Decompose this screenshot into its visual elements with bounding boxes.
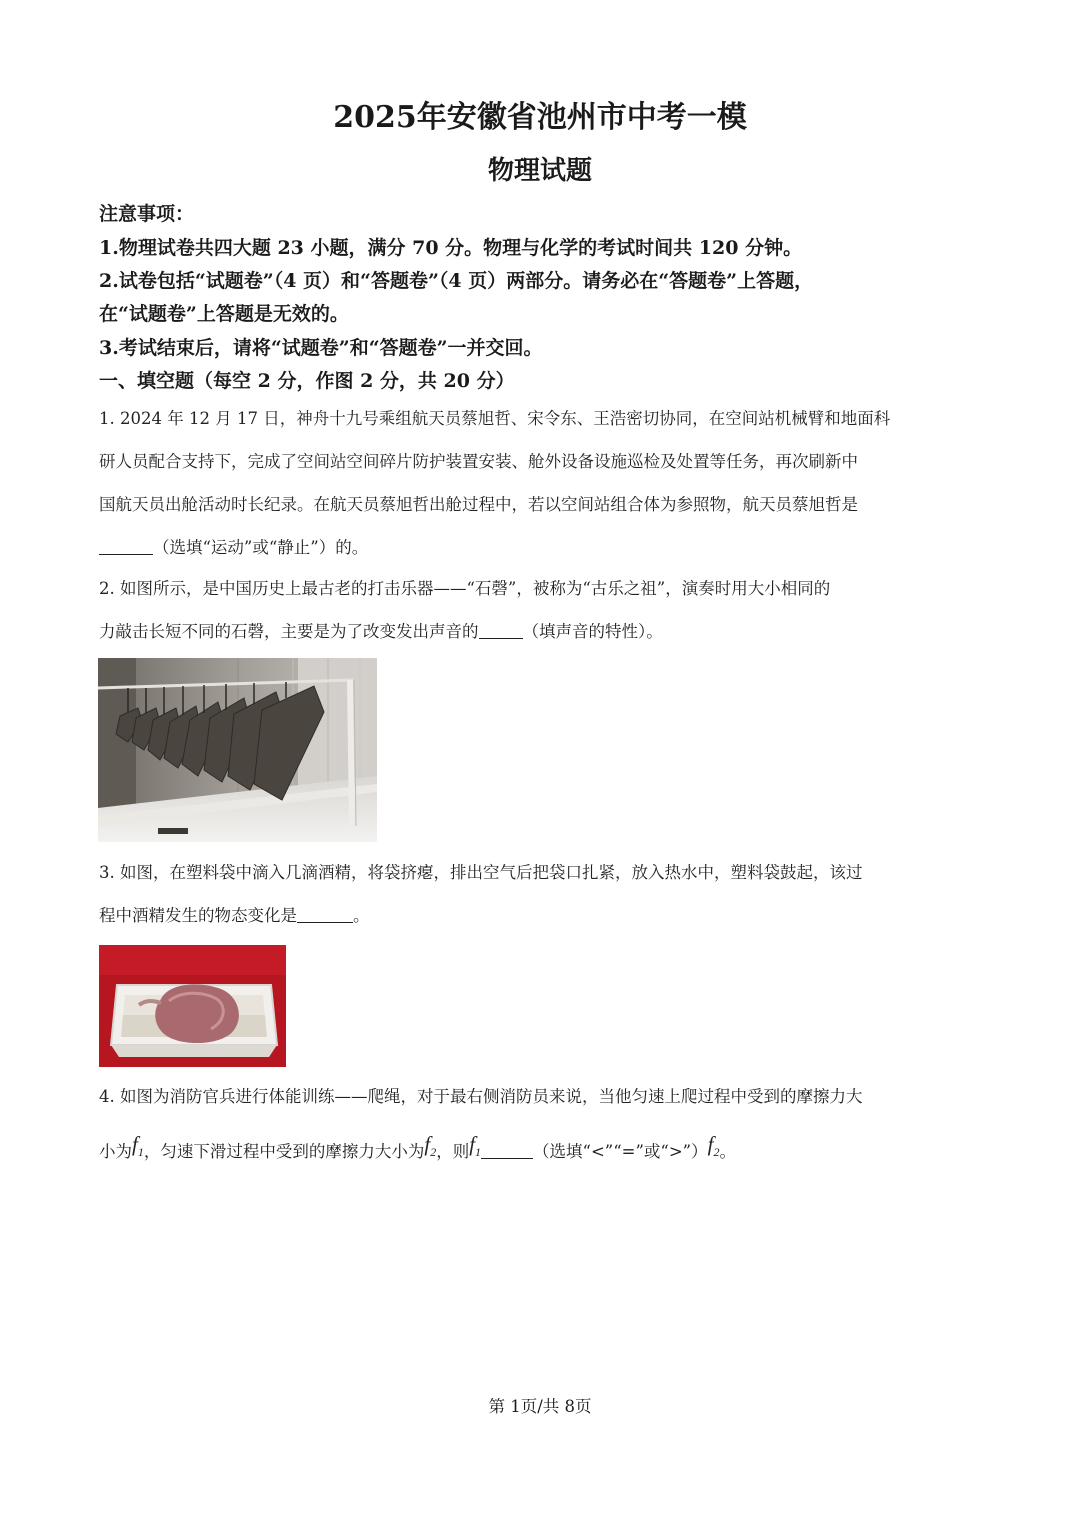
math-sub: 1 bbox=[137, 1145, 144, 1160]
q4-line-1: 4. 如图为消防官兵进行体能训练——爬绳，对于最右侧消防员来说，当他匀速上爬过程中受到的摩擦力大 bbox=[99, 1087, 863, 1106]
note-line-2a: 2.试卷包括“试题卷”（4 页）和“答题卷”（4 页）两部分。请务必在“答题卷”上答题， bbox=[99, 270, 814, 292]
q3-line-2-prefix: 程中酒精发生的物态变化是 bbox=[99, 906, 297, 925]
math-sub: 2 bbox=[713, 1145, 720, 1160]
q1-line-2: 研人员配合支持下，完成了空间站空间碎片防护装置安装、舱外设备设施巡检及处置等任务，再次刷新中 bbox=[99, 452, 858, 471]
q1-line-4-text: （选填“运动”或“静止”）的。 bbox=[153, 538, 369, 557]
math-f: f bbox=[132, 1132, 138, 1156]
math-f1 bbox=[132, 1132, 144, 1160]
page-number: 第 1页/共 8页 bbox=[488, 1397, 592, 1416]
q4-text-d: （选填“<”“=”或“>”） bbox=[533, 1142, 708, 1161]
q1-line-1: 1. 2024 年 12 月 17 日，神舟十九号乘组航天员蔡旭哲、宋令东、王浩密切协同，在空间站机械臂和地面科 bbox=[99, 409, 891, 428]
q1-line-3: 国航天员出舱活动时长纪录。在航天员蔡旭哲出舱过程中，若以空间站组合体为参照物，航天员蔡旭哲是 bbox=[99, 495, 858, 514]
math-sub: 2 bbox=[430, 1145, 437, 1160]
page-title: 2025年安徽省池州市中考一模 bbox=[333, 100, 747, 135]
q4-line-2 bbox=[99, 1132, 736, 1169]
answer-blank[interactable] bbox=[479, 622, 523, 639]
q4-text-c: ，则 bbox=[436, 1142, 470, 1161]
answer-blank[interactable] bbox=[481, 1142, 533, 1159]
q3-line-2 bbox=[99, 905, 370, 927]
note-line-3: 3.考试结束后，请将“试题卷”和“答题卷”一并交回。 bbox=[99, 337, 543, 359]
q2-line-1: 2. 如图所示，是中国历史上最古老的打击乐器——“石磬”，被称为“古乐之祖”，演奏时用大小相同的 bbox=[99, 579, 831, 598]
q4-text-e: 。 bbox=[719, 1142, 736, 1161]
math-f2 bbox=[424, 1132, 437, 1160]
q2-line-2 bbox=[99, 621, 663, 643]
math-f: f bbox=[424, 1132, 431, 1156]
note-line-1: 1.物理试卷共四大题 23 小题，满分 70 分。物理与化学的考试时间共 120 分钟。 bbox=[99, 237, 803, 259]
math-f2 bbox=[707, 1132, 720, 1160]
q4-text-a: 小为 bbox=[99, 1142, 132, 1161]
note-line-2b: 在“试题卷”上答题是无效的。 bbox=[99, 303, 349, 325]
q2-line-2-prefix: 力敲击长短不同的石磬，主要是为了改变发出声音的 bbox=[99, 622, 479, 641]
math-f: f bbox=[469, 1132, 476, 1156]
plastic-bag-photo bbox=[99, 945, 286, 1067]
q2-line-2-suffix: （填声音的特性）。 bbox=[522, 622, 663, 641]
math-sub: 1 bbox=[475, 1145, 482, 1160]
math-f1 bbox=[469, 1132, 482, 1160]
page-subtitle: 物理试题 bbox=[487, 156, 592, 186]
q4-text-b: ，匀速下滑过程中受到的摩擦力大小为 bbox=[143, 1142, 425, 1161]
notes-heading: 注意事项： bbox=[99, 203, 195, 225]
answer-blank[interactable] bbox=[99, 538, 153, 555]
math-f: f bbox=[707, 1132, 714, 1156]
answer-blank[interactable] bbox=[297, 906, 353, 923]
q3-line-1: 3. 如图，在塑料袋中滴入几滴酒精，将袋挤瘪，排出空气后把袋口扎紧，放入热水中，塑料袋鼓起，该过 bbox=[99, 863, 863, 882]
stone-chime-photo bbox=[98, 658, 377, 842]
q3-line-2-suffix: 。 bbox=[353, 906, 370, 925]
q1-line-4 bbox=[99, 537, 368, 559]
section-heading: 一、填空题（每空 2 分，作图 2 分，共 20 分） bbox=[99, 370, 515, 392]
